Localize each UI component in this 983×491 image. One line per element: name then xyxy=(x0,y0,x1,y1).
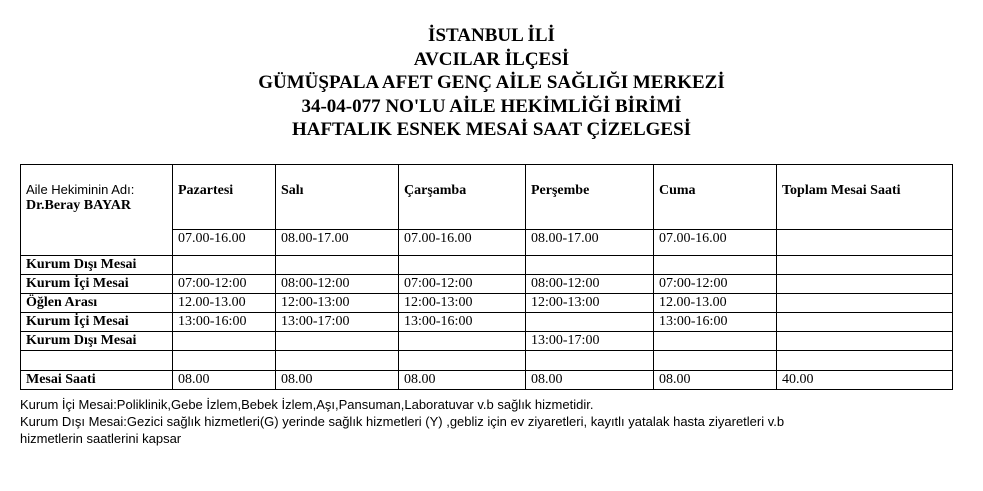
daily-hours-cell: 07.00-16.00 xyxy=(654,230,777,256)
table-cell: 12.00-13.00 xyxy=(654,294,777,313)
row-label: Kurum İçi Mesai xyxy=(21,275,173,294)
table-row xyxy=(21,332,953,351)
day-header-thursday: Perşembe xyxy=(526,165,654,230)
table-cell: 08.00 xyxy=(526,371,654,390)
row-label: Kurum Dışı Mesai xyxy=(21,332,173,351)
day-header-wednesday: Çarşamba xyxy=(399,165,526,230)
note-internal-shift: Kurum İçi Mesai:Poliklinik,Gebe İzlem,Bebek İzlem,Aşı,Pansuman,Laboratuvar v.b sağlık hizmetidir. xyxy=(20,397,594,412)
table-row xyxy=(21,294,953,313)
table-cell: 07:00-12:00 xyxy=(654,275,777,294)
day-header-monday: Pazartesi xyxy=(173,165,276,230)
daily-hours-cell xyxy=(777,230,953,256)
table-cell: 07:00-12:00 xyxy=(173,275,276,294)
header-schedule-title: HAFTALIK ESNEK MESAİ SAAT ÇİZELGESİ xyxy=(291,119,692,140)
header-health-center: GÜMÜŞPALA AFET GENÇ AİLE SAĞLIĞI MERKEZİ xyxy=(258,72,725,93)
table-cell xyxy=(276,351,399,371)
table-cell: 12:00-13:00 xyxy=(276,294,399,313)
header-district: AVCILAR İLÇESİ xyxy=(413,48,570,70)
daily-hours-cell: 07.00-16.00 xyxy=(173,230,276,256)
table-row xyxy=(21,275,953,294)
table-cell xyxy=(777,351,953,371)
row-label: Kurum Dışı Mesai xyxy=(21,256,173,275)
table-cell: 08.00 xyxy=(173,371,276,390)
table-cell: 08.00 xyxy=(276,371,399,390)
table-cell xyxy=(654,256,777,275)
note-external-shift: Kurum Dışı Mesai:Gezici sağlık hizmetleri(G) yerinde sağlık hizmetleri (Y) ,gebliz için ev ziyaretleri, kayıtlı yatalak hasta ziyaretleri v.b xyxy=(20,414,785,429)
table-cell xyxy=(173,256,276,275)
table-cell xyxy=(173,351,276,371)
table-header-row xyxy=(21,165,953,230)
table-cell: 07:00-12:00 xyxy=(399,275,526,294)
document-header xyxy=(0,24,983,142)
day-header-tuesday: Salı xyxy=(276,165,399,230)
table-cell: 08.00 xyxy=(399,371,526,390)
table-cell: 40.00 xyxy=(777,371,953,390)
table-cell xyxy=(526,256,654,275)
row-label: Öğlen Arası xyxy=(21,294,173,313)
notes-section xyxy=(20,396,965,447)
table-row xyxy=(21,313,953,332)
table-cell: 08:00-12:00 xyxy=(276,275,399,294)
row-label xyxy=(21,351,173,371)
table-cell: 13:00-16:00 xyxy=(654,313,777,332)
schedule-table xyxy=(20,164,953,390)
table-cell xyxy=(777,313,953,332)
day-header-friday: Cuma xyxy=(654,165,777,230)
daily-hours-cell: 08.00-17.00 xyxy=(276,230,399,256)
table-cell: 12.00-13.00 xyxy=(173,294,276,313)
table-cell: 13:00-16:00 xyxy=(399,313,526,332)
table-cell: 12:00-13:00 xyxy=(526,294,654,313)
table-cell: 12:00-13:00 xyxy=(399,294,526,313)
table-row xyxy=(21,256,953,275)
table-cell: 13:00-16:00 xyxy=(173,313,276,332)
table-cell xyxy=(399,332,526,351)
row-label: Kurum İçi Mesai xyxy=(21,313,173,332)
table-cell xyxy=(526,313,654,332)
header-unit: 34-04-077 NO'LU AİLE HEKİMLİĞİ BİRİMİ xyxy=(301,95,682,117)
table-cell xyxy=(526,351,654,371)
table-cell xyxy=(654,351,777,371)
row-label: Mesai Saati xyxy=(21,371,173,390)
table-cell xyxy=(777,332,953,351)
doctor-name: Dr.Beray BAYAR xyxy=(26,198,132,213)
header-province: İSTANBUL İLİ xyxy=(428,25,555,46)
table-cell xyxy=(777,256,953,275)
daily-hours-cell: 07.00-16.00 xyxy=(399,230,526,256)
table-cell xyxy=(777,275,953,294)
doctor-cell xyxy=(21,165,173,256)
daily-hours-cell: 08.00-17.00 xyxy=(526,230,654,256)
table-cell: 08:00-12:00 xyxy=(526,275,654,294)
table-cell xyxy=(276,332,399,351)
table-cell xyxy=(399,351,526,371)
table-cell xyxy=(777,294,953,313)
doctor-label: Aile Hekiminin Adı: xyxy=(26,182,135,197)
table-cell: 13:00-17:00 xyxy=(276,313,399,332)
table-cell xyxy=(173,332,276,351)
table-cell xyxy=(399,256,526,275)
note-external-shift-cont: hizmetlerin saatlerini kapsar xyxy=(20,431,182,446)
table-row xyxy=(21,351,953,371)
table-row xyxy=(21,371,953,390)
table-cell xyxy=(654,332,777,351)
total-hours-header: Toplam Mesai Saati xyxy=(777,165,953,230)
table-cell: 08.00 xyxy=(654,371,777,390)
table-cell: 13:00-17:00 xyxy=(526,332,654,351)
table-cell xyxy=(276,256,399,275)
